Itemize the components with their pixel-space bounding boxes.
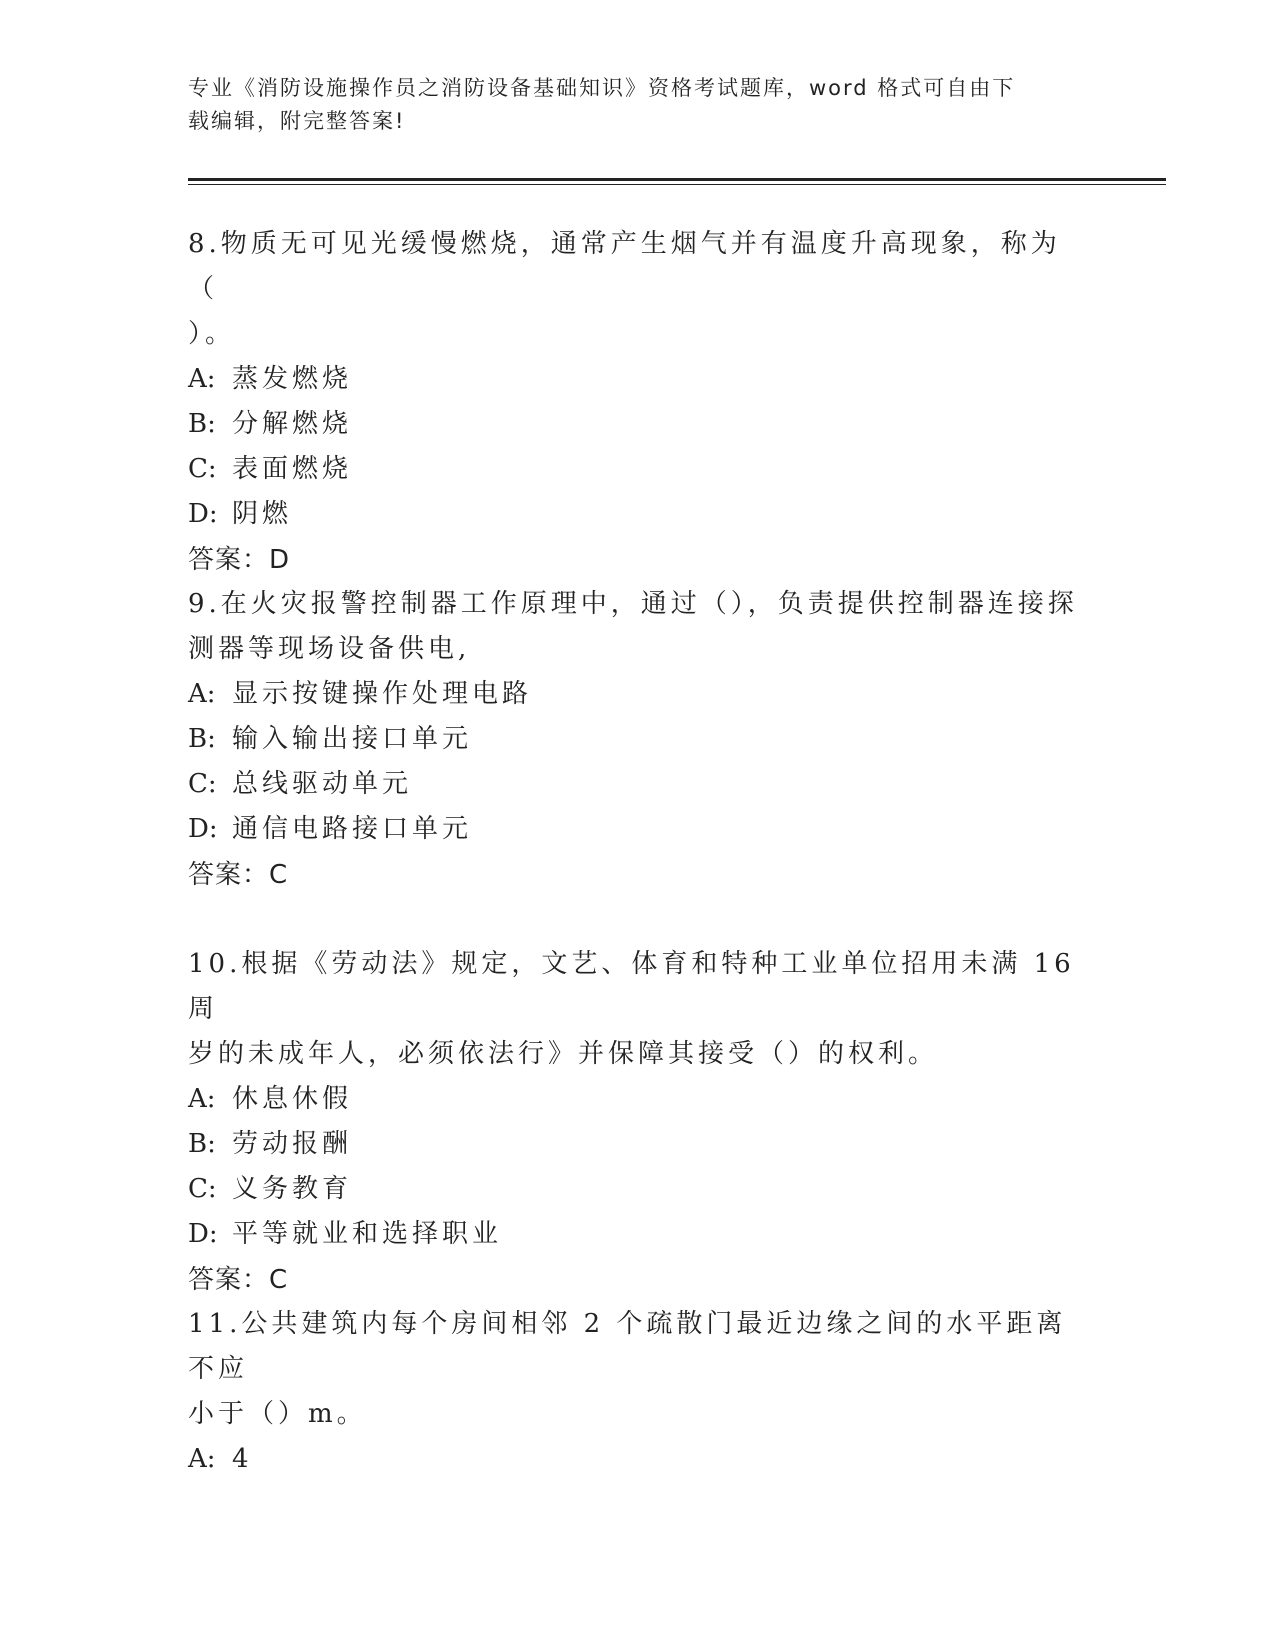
option-key: B: (188, 1129, 216, 1159)
option-key: A: (188, 1444, 216, 1474)
option-key: D: (188, 814, 218, 844)
option-a (188, 357, 1088, 402)
question-text-line-2: ）。 (188, 319, 236, 349)
option-c (188, 1167, 1088, 1212)
option-d (188, 492, 1088, 537)
option-key: B: (188, 409, 216, 439)
option-d (188, 807, 1088, 852)
question-text-line-1: 9.在火灾报警控制器工作原理中，通过（），负责提供控制器连接探 (188, 589, 1078, 619)
option-key: D: (188, 1219, 218, 1249)
question-11 (188, 1302, 1088, 1482)
question-8 (188, 222, 1088, 583)
option-text: 阴燃 (232, 499, 293, 529)
option-key: A: (188, 679, 216, 709)
answer-line: 答案：C (188, 1265, 289, 1295)
answer-line: 答案：C (188, 860, 289, 890)
option-text: 总线驱动单元 (232, 769, 413, 799)
question-text-line-2: 小于（）m。 (188, 1399, 367, 1429)
option-text: 显示按键操作处理电路 (232, 679, 533, 709)
option-d (188, 1212, 1088, 1257)
header-line-2: 载编辑，附完整答案! (188, 109, 406, 133)
header-divider-thick (188, 178, 1166, 181)
option-a (188, 1077, 1088, 1122)
option-text: 休息休假 (232, 1084, 353, 1114)
option-key: C: (188, 454, 217, 484)
option-c (188, 447, 1088, 492)
question-text-line-1: 8.物质无可见光缓慢燃烧，通常产生烟气并有温度升高现象，称为（ (188, 229, 1061, 304)
option-a (188, 672, 1088, 717)
option-b (188, 717, 1088, 762)
answer-line: 答案：D (188, 545, 291, 575)
question-text-line-1: 11.公共建筑内每个房间相邻 2 个疏散门最近边缘之间的水平距离不应 (188, 1309, 1067, 1384)
option-a (188, 1437, 1088, 1482)
header-divider-thin (188, 184, 1166, 185)
header-line-1: 专业《消防设施操作员之消防设备基础知识》资格考试题库，word 格式可自由下 (188, 76, 1016, 100)
option-text: 通信电路接口单元 (232, 814, 473, 844)
option-text: 平等就业和选择职业 (232, 1219, 503, 1249)
option-key: C: (188, 769, 217, 799)
option-text: 4 (232, 1444, 253, 1474)
option-text: 输入输出接口单元 (232, 724, 473, 754)
option-text: 劳动报酬 (232, 1129, 353, 1159)
option-b (188, 1122, 1088, 1167)
question-text-line-2: 测器等现场设备供电, (188, 634, 471, 664)
question-10 (188, 942, 1088, 1303)
question-text-line-2: 岁的未成年人，必须依法行》并保障其接受（）的权利。 (188, 1039, 939, 1069)
option-text: 分解燃烧 (232, 409, 353, 439)
option-key: C: (188, 1174, 217, 1204)
question-text-line-1: 10.根据《劳动法》规定，文艺、体育和特种工业单位招用未满 16 周 (188, 949, 1075, 1024)
option-text: 表面燃烧 (232, 454, 353, 484)
option-text: 蒸发燃烧 (232, 364, 353, 394)
option-key: B: (188, 724, 216, 754)
option-text: 义务教育 (232, 1174, 353, 1204)
option-key: A: (188, 1084, 216, 1114)
question-9 (188, 582, 1088, 898)
option-c (188, 762, 1088, 807)
option-key: D: (188, 499, 218, 529)
document-header (188, 72, 1068, 138)
option-b (188, 402, 1088, 447)
option-key: A: (188, 364, 216, 394)
